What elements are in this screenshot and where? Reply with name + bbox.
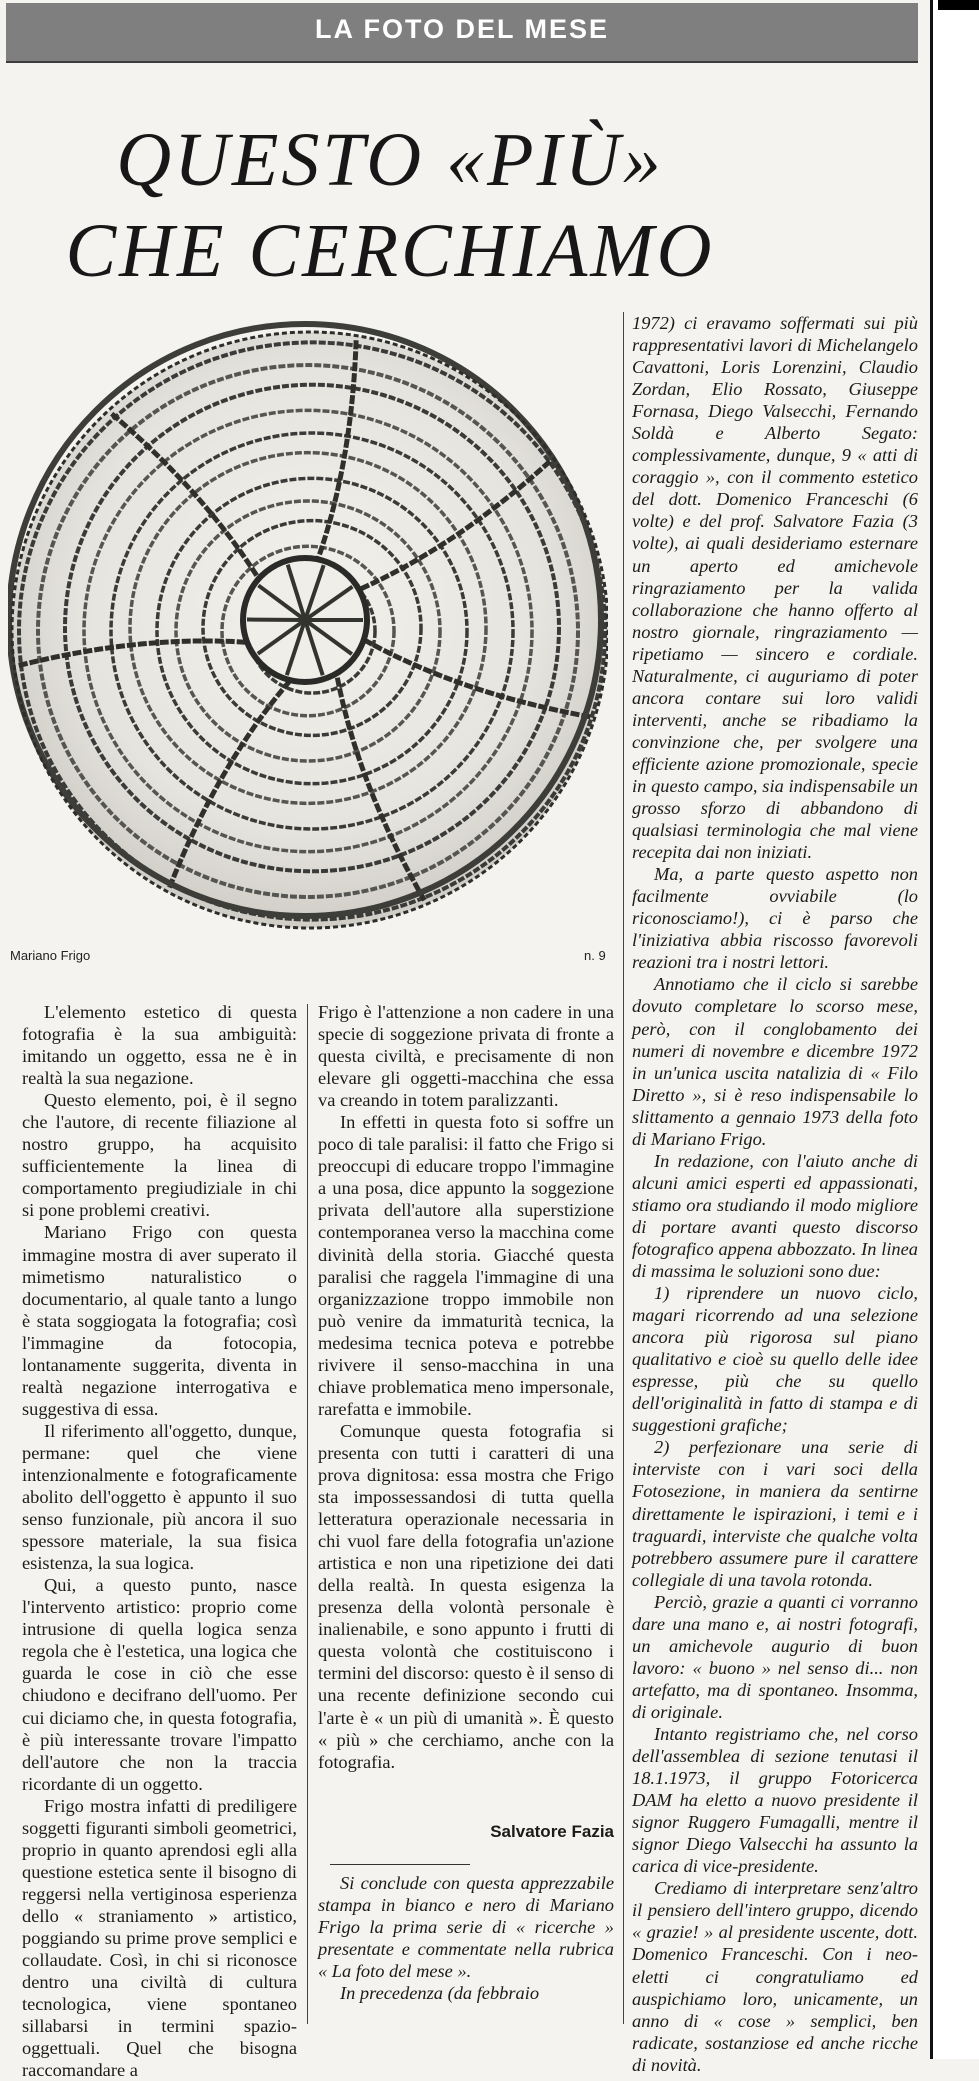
paragraph: 2) perfezionare una serie di interviste con i vari soci della Fotosezione, in maniera da sentirne direttamente le ispirazioni, i temi e i traguardi, interviste che qualche volta potrebbero assumere pure il carattere collegiale di una tavola rotonda. bbox=[632, 1436, 918, 1590]
section-header bbox=[6, 3, 918, 63]
article-body-middle bbox=[318, 1001, 614, 1773]
column-rule-right bbox=[623, 312, 624, 2024]
photo-caption-number: n. 9 bbox=[584, 948, 606, 963]
paragraph: In precedenza (da febbraio bbox=[318, 1982, 614, 2004]
wire-basket-photo bbox=[8, 308, 608, 948]
paragraph: Perciò, grazie a quanti ci vorranno dare una mano e, ai nostri fotografi, un amichevole augurio di buon lavoro: « buono » nel senso di... non artefatto, ma di spontaneo. Insomma, di originale. bbox=[632, 1591, 918, 1723]
paragraph: Frigo è l'attenzione a non cadere in una specie di soggezione privata di fronte a questa civiltà, e precisamente di non elevare gli oggetti-macchina che essa va creando in totem paralizzanti. bbox=[318, 1001, 614, 1111]
editorial-note-start bbox=[318, 1872, 614, 2004]
page-corner-mark bbox=[938, 0, 979, 10]
editorial-note-continued bbox=[632, 312, 918, 2076]
author-signature: Salvatore Fazia bbox=[318, 1822, 614, 1842]
paragraph: Intanto registriamo che, nel corso dell'assemblea di sezione tenutasi il 18.1.1973, il gruppo Fotoricerca DAM ha eletto a nuovo presidente il signor Ruggero Fumagalli, mentre il signor Diego Valsecchi ha assunto la carica di vice-presidente. bbox=[632, 1723, 918, 1877]
paragraph: L'elemento estetico di questa fotografia è la sua ambiguità: imitando un oggetto, essa ne è in realtà la sua negazione. bbox=[22, 1001, 297, 1089]
paragraph: 1) riprendere un nuovo ciclo, magari ricorrendo ad una selezione ancora più rigorosa sul piano qualitativo e cioè su quello delle idee espresse, più che su quello dell'originalità in fatto di stampa e di suggestioni grafiche; bbox=[632, 1282, 918, 1436]
paragraph: Si conclude con questa apprezzabile stampa in bianco e nero di Mariano Frigo la prima serie di « ricerche » presentate e commentate nella rubrica « La foto del mese ». bbox=[318, 1872, 614, 1982]
paragraph: Mariano Frigo con questa immagine mostra di aver superato il mimetismo naturalistico o documentario, al quale tanto a lungo è stata soggiogata la fotografia; così l'immagine da fotocopia, lontanamente suggerita, diventa in realtà negazione interrogativa e suggestiva di essa. bbox=[22, 1221, 297, 1419]
paragraph: Qui, a questo punto, nasce l'intervento artistico: proprio come intrusione di quella logica senza regola che è l'estetica, una logica che guarda le cose in ciò che esse chiudono e decifrano dell'uomo. Per cui diciamo che, in questa fotografia, è più interessante trovare l'impatto dell'autore che non la traccia ricordante di un oggetto. bbox=[22, 1574, 297, 1794]
paragraph: In effetti in questa foto si soffre un poco di tale paralisi: il fatto che Frigo si preoccupi di educare troppo l'immagine a una posa, dice appunto la soggezione privata dell'autore alla superstizione contemporanea verso la macchina come divinità della storia. Giacché questa paralisi che raggela l'immagine di una organizzazione troppo immobile non può venire da immaturità tecnica, la medesima tecnica poteva e potrebbe rivivere il senso-macchina in una chiave problematica meno impersonale, rarefatta e immobile. bbox=[318, 1111, 614, 1420]
paragraph: In redazione, con l'aiuto anche di alcuni amici esperti ed appassionati, stiamo ora studiando il modo migliore di portare avanti questo discorso fotografico appena abbozzato. In linea di massima le soluzioni sono due: bbox=[632, 1150, 918, 1282]
paragraph: Crediamo di interpretare senz'altro il pensiero dell'intero gruppo, dicendo « grazie! » al presidente uscente, dott. Domenico Franceschi. Con i neo-eletti ci congratuliamo ed auspichiamo loro, unicamente, un anno di « cose » semplici, ben radicate, sostanziose ed anche ricche di novità. bbox=[632, 1877, 918, 2075]
paragraph: Annotiamo che il ciclo si sarebbe dovuto completare lo scorso mese, però, con il conglobamento dei numeri di novembre e dicembre 1972 in un'unica uscita natalizia di « Filo Diretto », si è reso indispensabile lo slittamento a gennaio 1973 della foto di Mariano Frigo. bbox=[632, 973, 918, 1149]
note-divider bbox=[330, 1864, 470, 1865]
paragraph: Ma, a parte questo aspetto non facilmente ovviabile (lo riconosciamo!), ci è parso che l'iniziativa abbia riscosso favorevoli reazioni tra i nostri lettori. bbox=[632, 863, 918, 973]
article-title-line2: CHE CERCHIAMO bbox=[10, 213, 770, 289]
paragraph: Questo elemento, poi, è il segno che l'autore, di recente filiazione al nostro gruppo, ha acquisito sufficientemente la linea di comportamento pregiudiziale in chi si pone problemi creativi. bbox=[22, 1089, 297, 1221]
article-body-left bbox=[22, 1001, 297, 2081]
page-edge bbox=[930, 0, 979, 2059]
paragraph: Frigo mostra infatti di prediligere soggetti figuranti simboli geometrici, proprio in quanto aprendosi egli alla questione estetica sente il bisogno di reggersi nella vertiginosa esperienza dello « straniamento » artistico, poggiando su prime prove semplici e collaudate. Così, in chi si riconosce dentro una civiltà di cultura tecnologica, viene spontaneo sillabarsi in termini spazio-oggettuali. Quel che bisogna raccomandare a bbox=[22, 1795, 297, 2081]
paragraph: Il riferimento all'oggetto, dunque, permane: quel che viene intenzionalmente e fotograficamente abolito dell'oggetto è appunto il suo senso funzionale, più ancora il suo spessore materiale, la sua fisica esistenza, la sua logica. bbox=[22, 1420, 297, 1574]
paragraph: Comunque questa fotografia si presenta con tutti i caratteri di una prova dignitosa: essa mostra che Frigo sta impossessandosi di tutta quella letteratura operazionale necessaria in chi vuol fare della fotografia un'azione artistica e non una ripetizione dei dati della realtà. In questa esigenza la presenza della volontà personale è inalienabile, e sono appunto i frutti di questa volontà che costituiscono i termini del discorso: questo è il senso di una recente definizione secondo cui l'arte è « un più di umanità ». È questo « più » che cerchiamo, anche con la fotografia. bbox=[318, 1420, 614, 1773]
paragraph: 1972) ci eravamo soffermati sui più rappresentativi lavori di Michelangelo Cavattoni, Loris Lorenzini, Claudio Zordan, Elio Rossato, Giuseppe Fornasa, Diego Valsecchi, Fernando Soldà e Alberto Segato: complessivamente, dunque, 9 « atti di coraggio », con il commento estetico del dott. Domenico Franceschi (6 volte) e del prof. Salvatore Fazia (3 volte), ai quali desideriamo esternare un aperto ed amichevole ringraziamento per la valida collaborazione che hanno offerto al nostro giornale, ringraziamento — ripetiamo — sincero e cordiale. Naturalmente, ci auguriamo di poter ancora contare sui loro validi interventi, anche se ribadiamo la convinzione che, per svolgere una efficiente azione promozionale, specie in questo campo, sia indispensabile un grosso sforzo di abbandono di qualsiasi terminologia che mal viene recepita dai non iniziati. bbox=[632, 312, 918, 863]
column-rule-left bbox=[307, 1004, 308, 2024]
article-title-line1: QUESTO «PIÙ» bbox=[10, 122, 770, 198]
photo-caption-author: Mariano Frigo bbox=[10, 948, 90, 963]
section-header-label: LA FOTO DEL MESE bbox=[6, 14, 918, 45]
